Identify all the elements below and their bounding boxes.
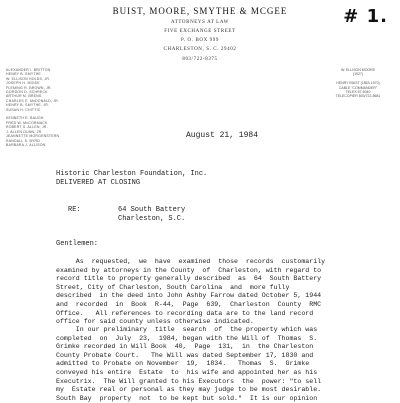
telex-number: TELEX 57-6040 — [345, 90, 371, 95]
partner-list — [6, 68, 88, 147]
firm-name: BUIST, MOORE, SMYTHE & MCGEE — [112, 6, 288, 16]
paragraph-line: my Estate real or personal as they may judge to be most desirable. — [56, 386, 322, 394]
firm-subtitle: ATTORNEYS AT LAW — [171, 20, 229, 25]
re-subject — [118, 206, 185, 224]
paragraph-line: As requested, we have examined those records customarily — [56, 258, 326, 265]
partner-name: HENRY B. SMYTHE — [6, 72, 41, 77]
firm-street: FIVE EXCHANGE STREET — [164, 29, 236, 34]
firm-city: CHARLESTON, S. C. 29402 — [163, 47, 237, 52]
paragraph-line: conveyed his entire Estate to his wife and appointed her as his — [56, 368, 318, 376]
paragraph-line: Office. All references to recording data are to the land record — [56, 309, 314, 317]
partner-name: FLEMING R. BROWN, JR. — [6, 85, 52, 90]
partner-name: W. ELLISON HOLDS, JR. — [6, 76, 51, 81]
paragraph-line: Grimke recorded in Will Book 40, Page 131, in the Charleston — [56, 343, 314, 351]
partner-name: JEANNETTE MORGENSTERN — [6, 134, 60, 139]
paragraph-line: Street, City of Charleston, South Carolina and more fully — [56, 283, 290, 291]
delivery-note: DELIVERED AT CLOSING — [56, 179, 141, 187]
partner-name: FRED W. McCORMACK — [6, 120, 48, 125]
partner-name: ALEXANDER I. BRITTON — [6, 68, 51, 72]
body-paragraph-1 — [56, 258, 356, 327]
telecopier-number: TELECOPIER 803/722-8681 — [335, 94, 381, 99]
partner-name: BARBARA J. ALLISON — [6, 142, 46, 147]
firm-po-box: P. O. BOX 999 — [181, 38, 219, 43]
partner-name: KENNETH E. BAUGH — [6, 116, 44, 121]
paragraph-line: office for said county unless otherwise indicated. — [56, 318, 254, 326]
paragraph-line: record title to property generally described as 64 South Battery — [56, 275, 322, 283]
partner-name: HENRY B. SMYTHE, JR. — [6, 103, 50, 108]
paragraph-line: completed on July 23, 1984, began with the Will of Thomas S. — [56, 334, 318, 342]
paragraph-line: admitted to Probate on November 19, 1834. Thomas S. Grimke — [56, 360, 310, 368]
paragraph-line: examined by attorneys in the County of Charleston, with regard to — [56, 266, 322, 274]
firm-phone: 803/722-8375 — [182, 57, 218, 62]
partner-name: RANDALL S. BYRD — [6, 138, 40, 143]
addressee-name: Historic Charleston Foundation, Inc. — [56, 170, 208, 178]
page-number-mark: # 1. — [343, 6, 388, 27]
paragraph-line: South Bay property not to be kept but sold." It is our opinion — [56, 394, 318, 402]
letter-date: August 21, 1984 — [186, 131, 259, 140]
paragraph-line: described in the deed into John Ashby Farrow dated October 5, 1944 — [56, 292, 322, 300]
partner-name: J. ALLEN DUNN, JR. — [6, 129, 43, 134]
founder-years: (1927) — [352, 72, 364, 77]
paragraph-line: Executrix. The Will granted to his Executors the power: "to sell — [56, 377, 322, 385]
partner-name: ROBERT S. ALLEN, JR. — [6, 125, 48, 130]
paragraph-line: In our preliminary title search of the property which was — [56, 326, 318, 333]
partner-name: CHARLES E. McDONALD, JR. — [6, 98, 60, 103]
salutation: Gentlemen: — [56, 240, 99, 248]
re-label: RE: — [68, 206, 81, 214]
partner-name: GORDON D. SCHRECK — [6, 90, 48, 95]
addressee-block — [56, 170, 207, 188]
re-line: 64 South Battery — [118, 206, 186, 214]
founder-contact-list — [318, 68, 398, 99]
paragraph-line: and recorded in Book R-44, Page 639, Charleston County RMC — [56, 300, 322, 308]
paragraph-line: County Probate Court. The Will was dated September 17, 1830 and — [56, 351, 314, 359]
partner-name: ARTHUR M. BRENS — [6, 94, 42, 99]
partner-name: JOSEPH H. MOISE — [6, 81, 40, 86]
founder-name: HENRY BUIST (1863-1970) — [336, 81, 380, 86]
re-line: Charleston, S.C. — [118, 215, 186, 223]
cable-address: CABLE "COMMANDER" — [338, 85, 378, 90]
partner-name: SUSAN H. CHITTIC — [6, 107, 41, 112]
founder-name: W. ELLISON MOORE — [340, 68, 376, 72]
body-paragraph-2 — [56, 326, 356, 403]
